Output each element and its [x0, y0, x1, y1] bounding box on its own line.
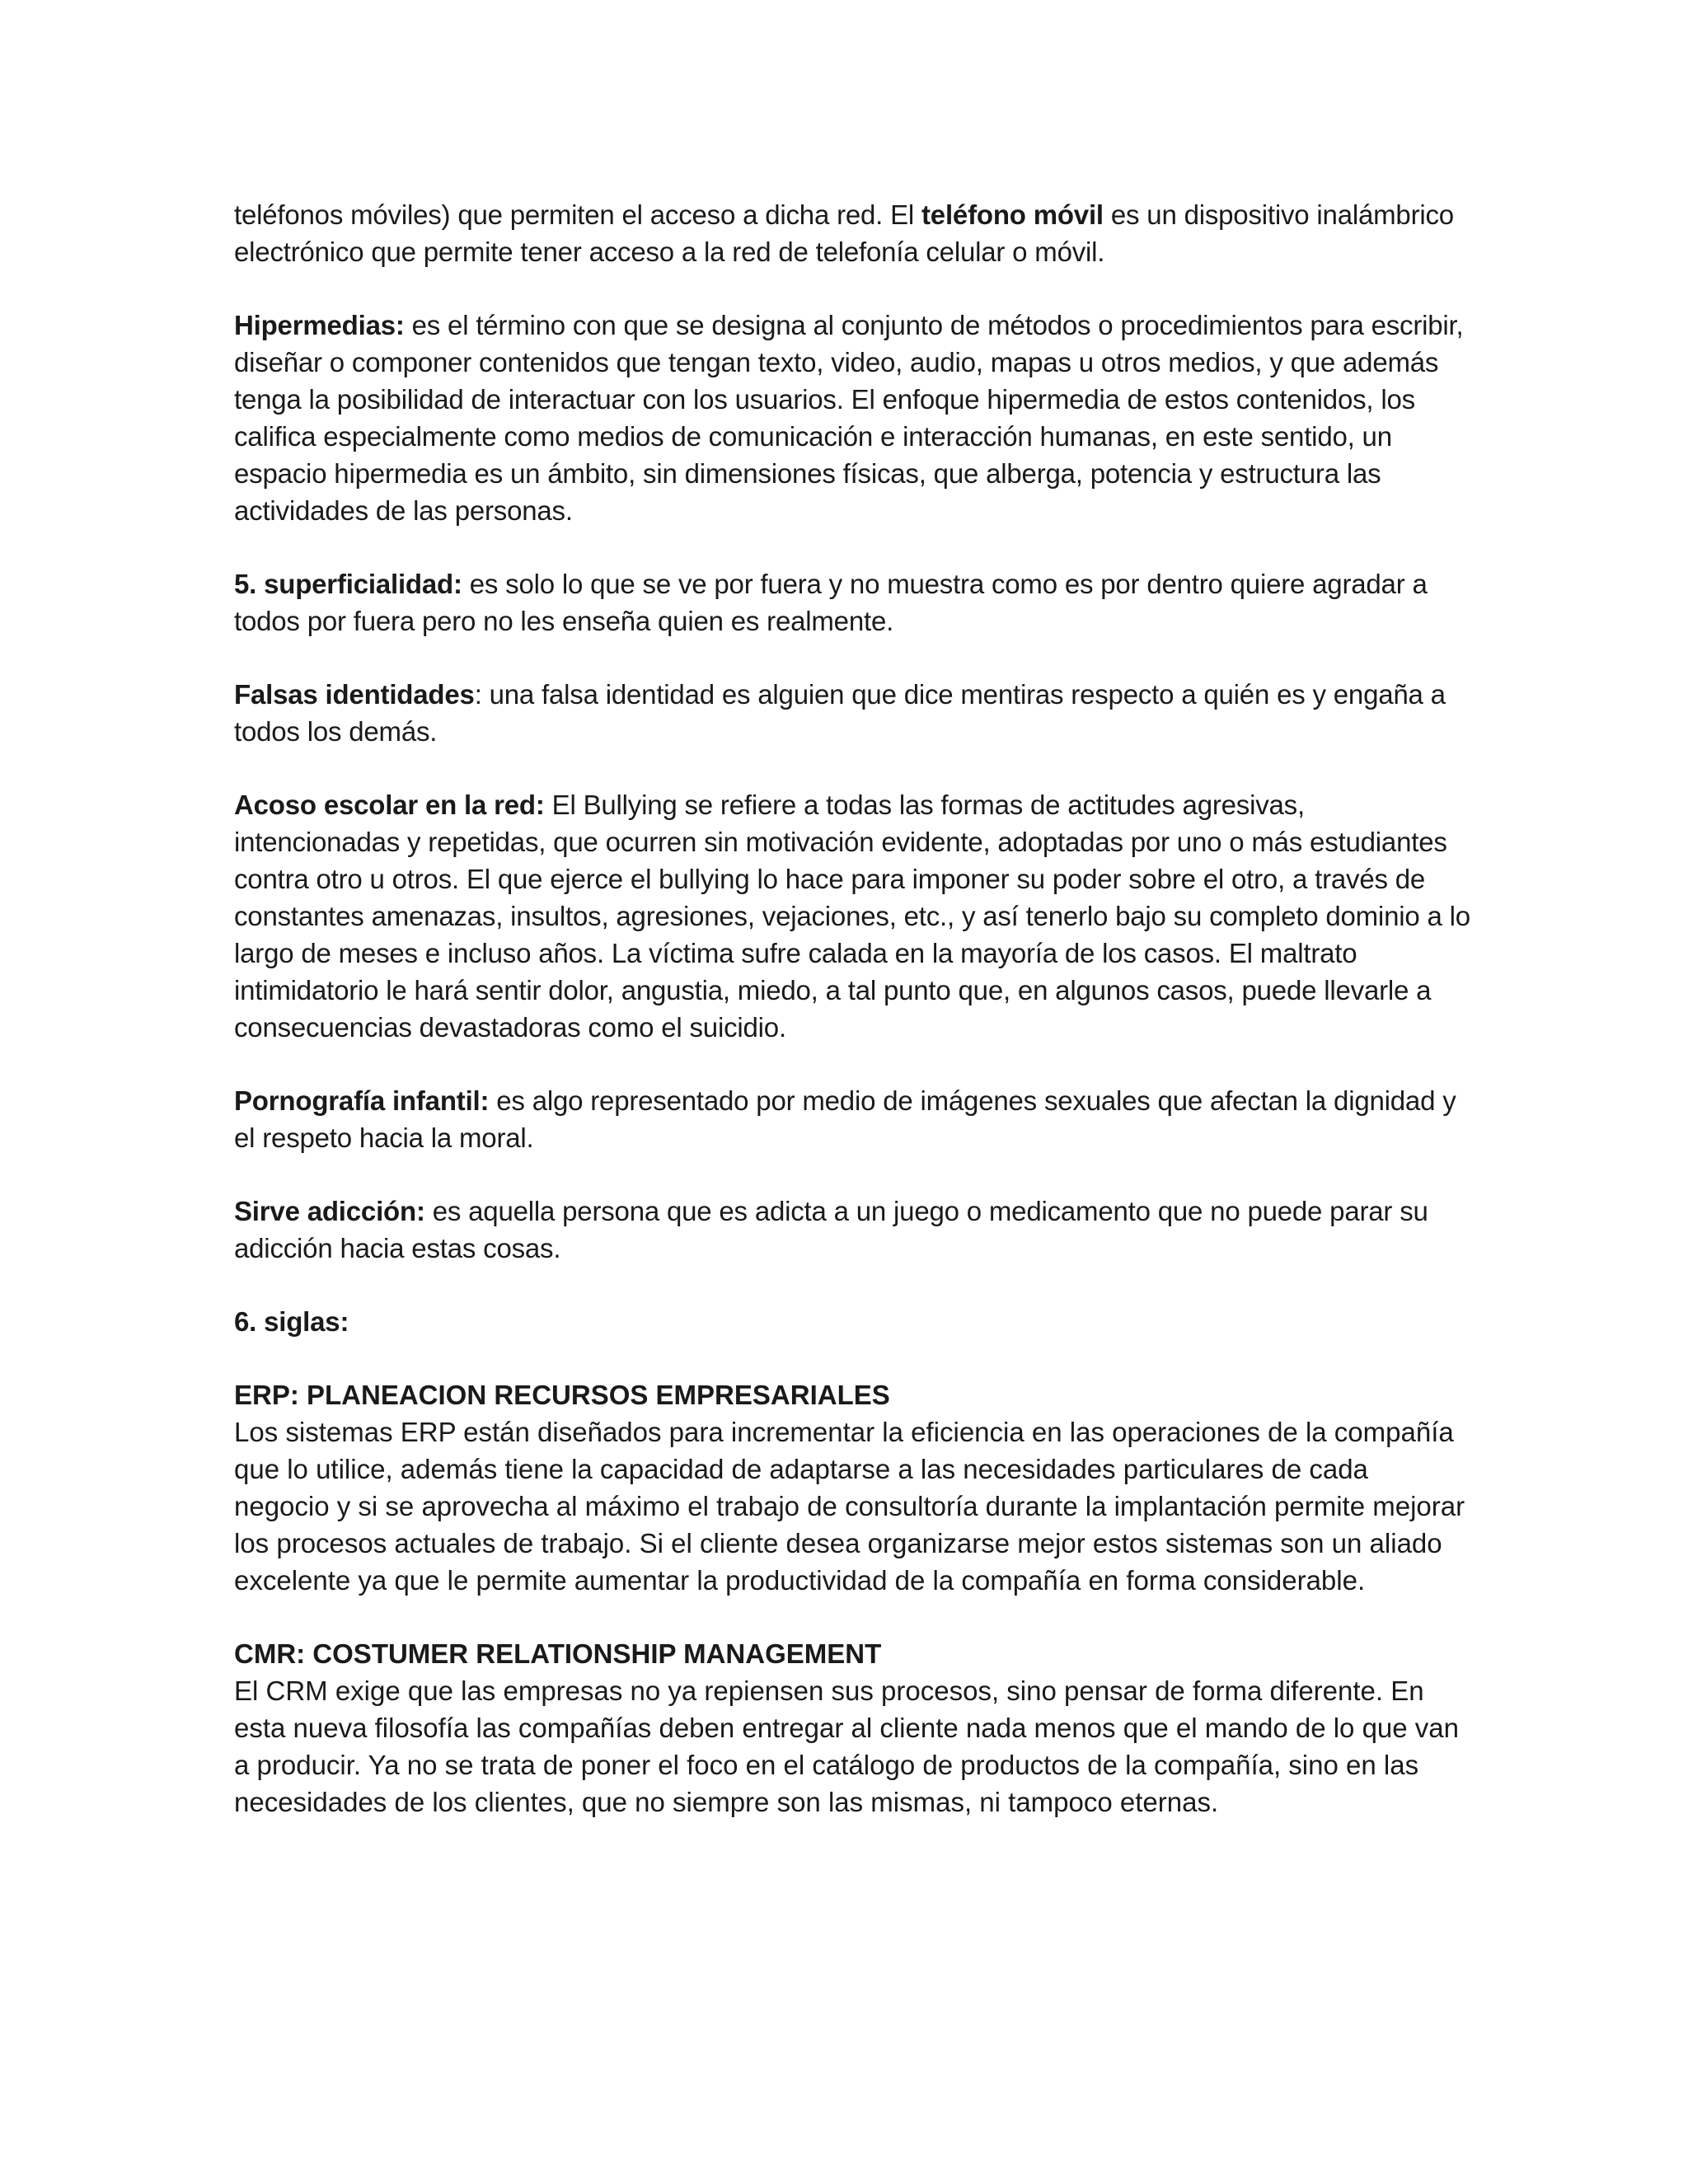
paragraph-falsas-identidades — [234, 676, 1470, 750]
section-erp — [234, 1376, 1470, 1599]
paragraph-adiccion — [234, 1193, 1470, 1267]
term-superficialidad: 5. superficialidad: — [234, 569, 462, 599]
paragraph-text: es un dispositivo inalámbrico electrónico que permite tener acceso a la red de telefonía celular o móvil. — [234, 199, 1454, 267]
definition-pornografia-infantil: es algo representado por medio de imágenes sexuales que afectan la dignidad y el respeto hacia la moral. — [234, 1085, 1456, 1153]
heading-erp: ERP: PLANEACION RECURSOS EMPRESARIALES — [234, 1380, 890, 1410]
paragraph-text: teléfonos móviles) que permiten el acceso a dicha red. El — [234, 199, 922, 230]
definition-acoso-escolar: El Bullying se refiere a todas las formas de actitudes agresivas, intencionadas y repetidas, que ocurren sin motivación evidente, adoptadas por uno o más estudiantes contra otro u otros. El que ejerce el bullying lo hace para imponer su poder sobre el otro, a través de constantes amenazas, insultos, agresiones, vejaciones, etc., y así tenerlo bajo su completo dominio a lo largo de meses e incluso años. La víctima sufre calada en la mayoría de los casos. El maltrato intimidatorio le hará sentir dolor, angustia, miedo, a tal punto que, en algunos casos, puede llevarle a consecuencias devastadoras como el suicidio. — [234, 790, 1470, 1043]
heading-cmr: CMR: COSTUMER RELATIONSHIP MANAGEMENT — [234, 1638, 882, 1669]
heading-siglas: 6. siglas: — [234, 1306, 349, 1337]
paragraph-hipermedias — [234, 307, 1470, 529]
paragraph-superficialidad — [234, 565, 1470, 640]
term-hipermedias: Hipermedias: — [234, 310, 405, 340]
body-erp: Los sistemas ERP están diseñados para incrementar la eficiencia en las operaciones de la compañía que lo utilice, además tiene la capacidad de adaptarse a las necesidades particulares de cada negocio y si se aprovecha al máximo el trabajo de consultoría durante la implantación permite mejorar los procesos actuales de trabajo. Si el cliente desea organizarse mejor estos sistemas son un aliado excelente ya que le permite aumentar la productividad de la compañía en forma considerable. — [234, 1417, 1465, 1596]
body-cmr: El CRM exige que las empresas no ya repiensen sus procesos, sino pensar de forma diferente. En esta nueva filosofía las compañías deben entregar al cliente nada menos que el mando de lo que van a producir. Ya no se trata de poner el foco en el catálogo de productos de la compañía, sino en las necesidades de los clientes, que no siempre son las mismas, ni tampoco eternas. — [234, 1675, 1459, 1817]
definition-falsas-identidades: : una falsa identidad es alguien que dice mentiras respecto a quién es y engaña a todos los demás. — [234, 679, 1446, 747]
term-acoso-escolar: Acoso escolar en la red: — [234, 790, 545, 820]
definition-hipermedias: es el término con que se designa al conjunto de métodos o procedimientos para escribir, diseñar o componer contenidos que tengan texto, video, audio, mapas u otros medios, y que además tenga la posibilidad de interactuar con los usuarios. El enfoque hipermedia de estos contenidos, los califica especialmente como medios de comunicación e interacción humanas, en este sentido, un espacio hipermedia es un ámbito, sin dimensiones físicas, que alberga, potencia y estructura las actividades de las personas. — [234, 310, 1464, 526]
section-cmr — [234, 1635, 1470, 1821]
term-adiccion: Sirve adicción: — [234, 1196, 425, 1226]
paragraph-pornografia-infantil — [234, 1082, 1470, 1156]
section-heading-siglas — [234, 1303, 1470, 1340]
definition-adiccion: es aquella persona que es adicta a un juego o medicamento que no puede parar su adicción hacia estas cosas. — [234, 1196, 1428, 1263]
document-body — [234, 196, 1470, 1857]
term-falsas-identidades: Falsas identidades — [234, 679, 475, 710]
bold-term-telefono-movil: teléfono móvil — [921, 199, 1104, 230]
term-pornografia-infantil: Pornografía infantil: — [234, 1085, 490, 1116]
paragraph-telefono-movil — [234, 196, 1470, 270]
paragraph-acoso-escolar — [234, 786, 1470, 1046]
definition-superficialidad: es solo lo que se ve por fuera y no muestra como es por dentro quiere agradar a todos por fuera pero no les enseña quien es realmente. — [234, 569, 1428, 636]
